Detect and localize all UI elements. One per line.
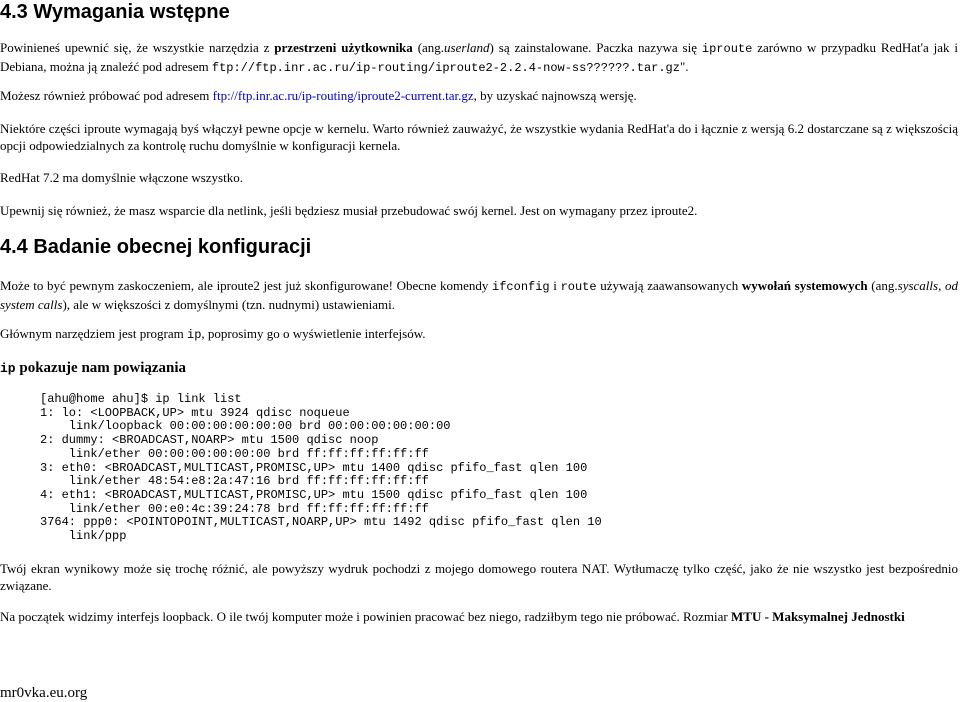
code-block-ip-link-list: [ahu@home ahu]$ ip link list 1: lo: <LOOPBACK,UP> mtu 3924 qdisc noqueue link/loopback 00:00:00:00:00:00 brd 00:00:00:00:00:00 2: dummy: <BROADCAST,NOARP> mtu 1500 qdisc noop link/ether 00:00:00:00:00:00 brd ff:ff:ff:ff:ff:ff 3: eth0: <BROADCAST,MULTICAST,PROMISC,UP> mtu 1400 qdisc pfifo_fast qlen 100 link/ether 48:54:e8:2a:47:16 brd ff:ff:ff:ff:ff:ff 4: eth1: <BROADCAST,MULTICAST,PROMISC,UP> mtu 1500 qdisc pfifo_fast qlen 100 link/ether 00:e0:4c:39:24:78 brd ff:ff:ff:ff:ff:ff 3764: ppp0: <POINTOPOINT,MULTICAST,NOARP,UP> mtu 1492 qdisc pfifo_fast qlen 10 link/ppp: [40, 392, 602, 544]
text-run: Głównym narzędziem jest program: [0, 326, 187, 341]
inline-code: ip: [187, 328, 202, 342]
paragraph-kernel-options: Niektóre części iproute wymagają byś włączył pewne opcje w kernelu. Warto również zauważyć, że wszystkie wydania RedHat'a do i łącznie z wersją 6.2 dostarczane są z większością opcji odpowiedzialnych za kontrolę ruchu domyślnie w konfiguracji kernela.: [0, 121, 958, 153]
text-run: , poprosimy go o wyświetlenie interfejsów.: [201, 326, 426, 341]
section-heading-4-3: 4.3 Wymagania wstępne: [0, 1, 230, 23]
text-run: Na początek widzimy interfejs loopback. O ile twój komputer może i powinien pracować bez niego, radziłbym tego nie próbować. Rozmiar: [0, 609, 732, 624]
text-run: ), ale w większości z domyślnymi (tzn. nudnymi) ustawieniami.: [62, 297, 395, 312]
text-run: ".: [679, 59, 689, 74]
text-run: (ang.: [867, 278, 898, 293]
text-run: pokazuje nam powiązania: [15, 360, 187, 376]
paragraph-alt-address: [0, 87, 958, 104]
inline-code: iproute: [701, 42, 753, 56]
paragraph-redhat: RedHat 7.2 ma domyślnie włączone wszystko.: [0, 170, 243, 185]
paragraph-output-note: Twój ekran wynikowy może się trochę różnić, ale powyższy wydruk pochodzi z mojego domowego routera NAT. Wytłumaczę tylko część, jako że nie wszystko jest bezpośrednio związane.: [0, 561, 958, 593]
italic-term: userland: [444, 40, 490, 55]
text-run: zarówno w przypadku RedHat'a jak i Debiana, można ją znaleźć pod adresem: [0, 40, 958, 74]
text-run: Możesz również próbować pod adresem: [0, 88, 213, 103]
text-run: , by uzyskać najnowszą wersję.: [473, 88, 637, 103]
italic-term: syscalls, od system calls: [0, 278, 959, 312]
bold-term: przestrzeni użytkownika: [274, 40, 413, 55]
inline-code: ifconfig: [492, 280, 550, 294]
paragraph-ip-tool: [0, 325, 958, 344]
paragraph-prerequisites: [0, 39, 958, 77]
bold-term: wywołań systemowych: [741, 278, 868, 293]
text-run: Powinieneś upewnić się, że wszystkie narzędzia z: [0, 40, 275, 55]
inline-code: route: [560, 280, 597, 294]
paragraph-iproute-configured: [0, 277, 958, 313]
paragraph-loopback: [0, 608, 958, 625]
text-run: (ang.: [412, 40, 445, 55]
ftp-link[interactable]: ftp://ftp.inr.ac.ru/ip-routing/iproute2-current.tar.gz: [212, 88, 474, 103]
text-run: ) są zainstalowane. Paczka nazywa się: [489, 40, 702, 55]
inline-code: ip: [0, 361, 16, 376]
bold-term: MTU - Maksymalnej Jednostki: [731, 609, 905, 624]
paragraph-netlink: Upewnij się również, że masz wsparcie dla netlink, jeśli będziesz musiał przebudować swój kernel. Jest on wymagany przez iproute2.: [0, 203, 698, 218]
text-run: używają zaawansowanych: [596, 278, 742, 293]
inline-code-url: ftp://ftp.inr.ac.ru/ip-routing/iproute2-2.2.4-now-ss??????.tar.gz: [211, 61, 680, 75]
subheading-ip-links: [0, 358, 186, 379]
footer-site-name: mr0vka.eu.org: [0, 685, 88, 701]
section-heading-4-4: 4.4 Badanie obecnej konfiguracji: [0, 236, 312, 258]
text-run: Może to być pewnym zaskoczeniem, ale iproute2 jest już skonfigurowane! Obecne komendy: [0, 278, 493, 293]
text-run: i: [549, 278, 561, 293]
